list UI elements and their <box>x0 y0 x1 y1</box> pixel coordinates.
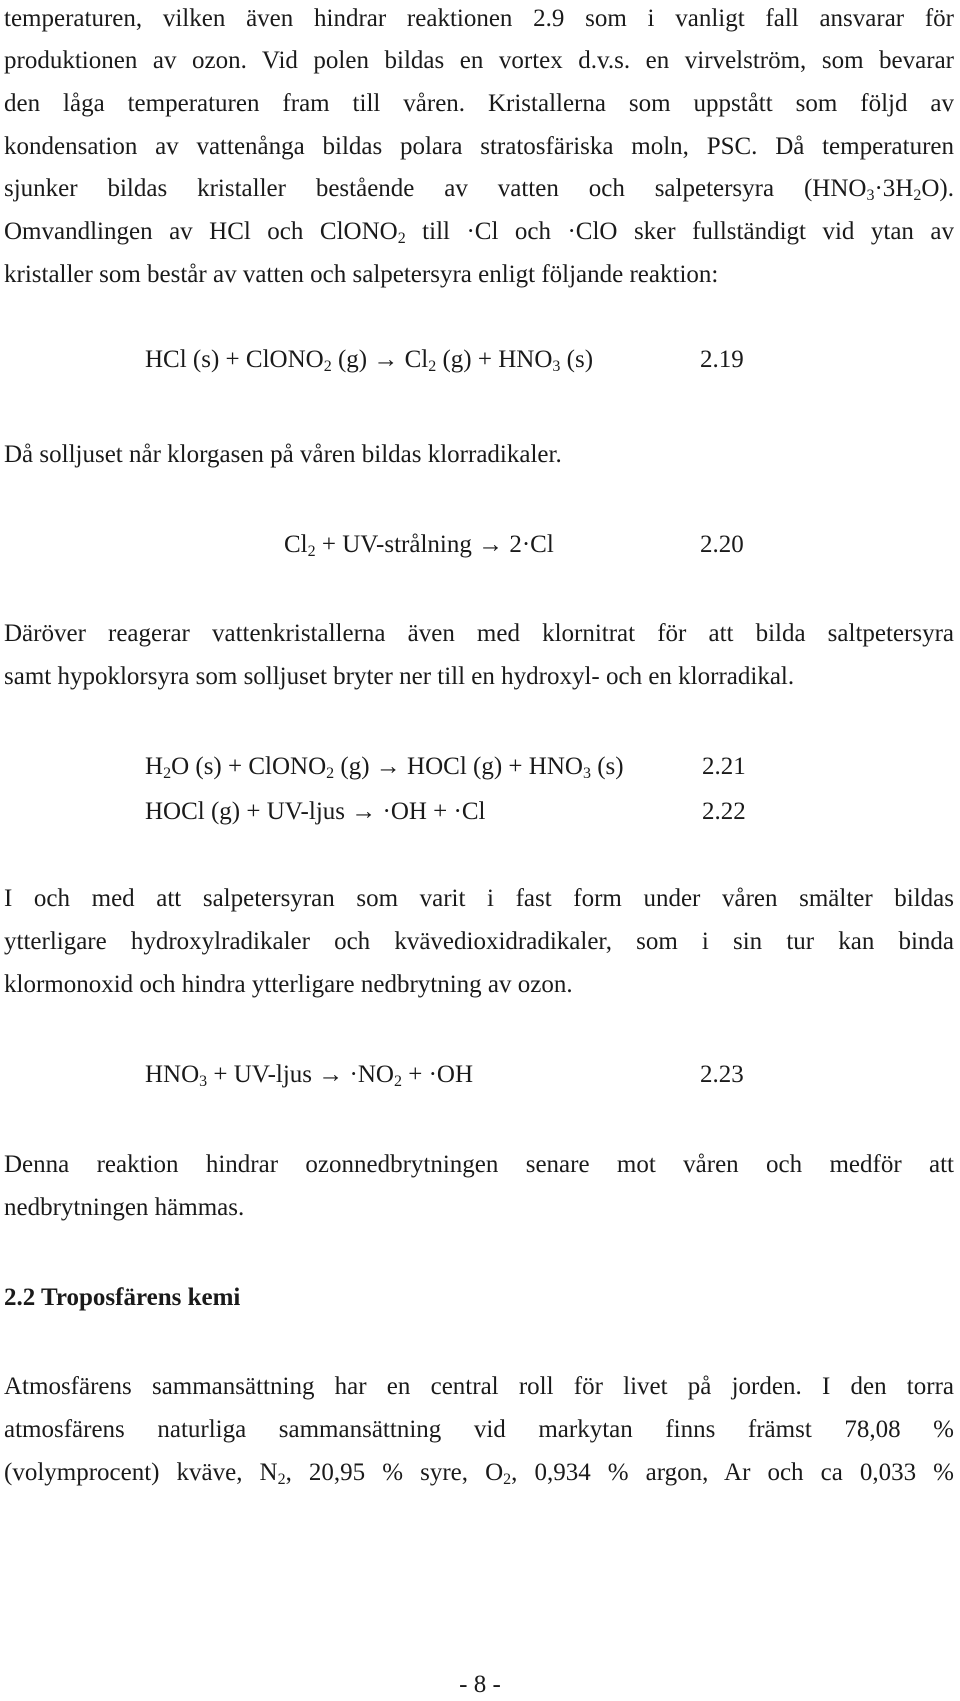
paragraph-line: Atmosfärens sammansättning har en central roll för livet på jorden. I den torra <box>4 1373 954 1400</box>
paragraph-line: kristaller som består av vatten och salpetersyra enligt följande reaktion: <box>4 261 719 288</box>
equation-2-22: HOCl (g) + UV-ljus → ·OH + ·Cl <box>145 798 486 825</box>
paragraph-line: ytterligare hydroxylradikaler och kvävedioxidradikaler, som i sin tur kan binda <box>4 928 954 955</box>
paragraph-line: den låga temperaturen fram till våren. Kristallerna som uppstått som följd av <box>4 90 954 117</box>
equation-number: 2.19 <box>700 346 744 373</box>
paragraph-line: atmosfärens naturliga sammansättning vid markytan finns främst 78,08 % <box>4 1416 954 1443</box>
paragraph-line: klormonoxid och hindra ytterligare nedbrytning av ozon. <box>4 971 573 998</box>
equation-2-23: $HNO_3$ + UV-ljus → $\cdot NO_2 + \cdot OH$ <box>145 1061 474 1090</box>
paragraph-line: Omvandlingen av HCl och ClONO$_2$ till ·Cl och ·ClO sker fullständigt vid ytan av <box>4 218 954 247</box>
page-number: - 8 - <box>459 1671 501 1698</box>
equation-2-21: $H_2O$ (s) + ClONO$_2$ (g) → HOCl $(g) + HNO_3$ (s) <box>145 753 624 782</box>
paragraph-line: sjunker bildas kristaller bestående av vatten och salpetersyra $(HNO_3\cdot 3H_2O)$. <box>4 175 954 204</box>
paragraph-line: Då solljuset når klorgasen på våren bildas klorradikaler. <box>4 441 562 468</box>
paragraph-line: nedbrytningen hämmas. <box>4 1194 245 1221</box>
paragraph-line: produktionen av ozon. Vid polen bildas en vortex d.v.s. en virvelström, som bevarar <box>4 47 954 74</box>
equation-2-19: HCl (s) + ClONO$_2$ $(g) \to Cl_2$ $(g) + HNO_3$ (s) <box>145 346 594 375</box>
section-heading: 2.2 Troposfärens kemi <box>4 1284 241 1311</box>
equation-number: 2.20 <box>700 531 744 558</box>
paragraph-line: (volymprocent) kväve, $N_2$, 20,95 % syre, $O_2$, 0,934 % argon, Ar och ca 0,033 % <box>4 1459 954 1488</box>
paragraph-line: Däröver reagerar vattenkristallerna även med klornitrat för att bilda saltpetersyra <box>4 620 954 647</box>
paragraph-line: kondensation av vattenånga bildas polara stratosfäriska moln, PSC. Då temperaturen <box>4 133 954 160</box>
equation-number: 2.21 <box>702 753 746 780</box>
paragraph-line: samt hypoklorsyra som solljuset bryter ner till en hydroxyl- och en klorradikal. <box>4 663 795 690</box>
equation-2-20: $Cl_2$ + UV-strålning → 2·Cl <box>284 531 554 560</box>
equation-number: 2.23 <box>700 1061 744 1088</box>
paragraph-line: temperaturen, vilken även hindrar reaktionen 2.9 som i vanligt fall ansvarar för <box>4 5 954 32</box>
equation-number: 2.22 <box>702 798 746 825</box>
paragraph-line: I och med att salpetersyran som varit i fast form under våren smälter bildas <box>4 885 954 912</box>
paragraph-line: Denna reaktion hindrar ozonnedbrytningen senare mot våren och medför att <box>4 1151 954 1178</box>
